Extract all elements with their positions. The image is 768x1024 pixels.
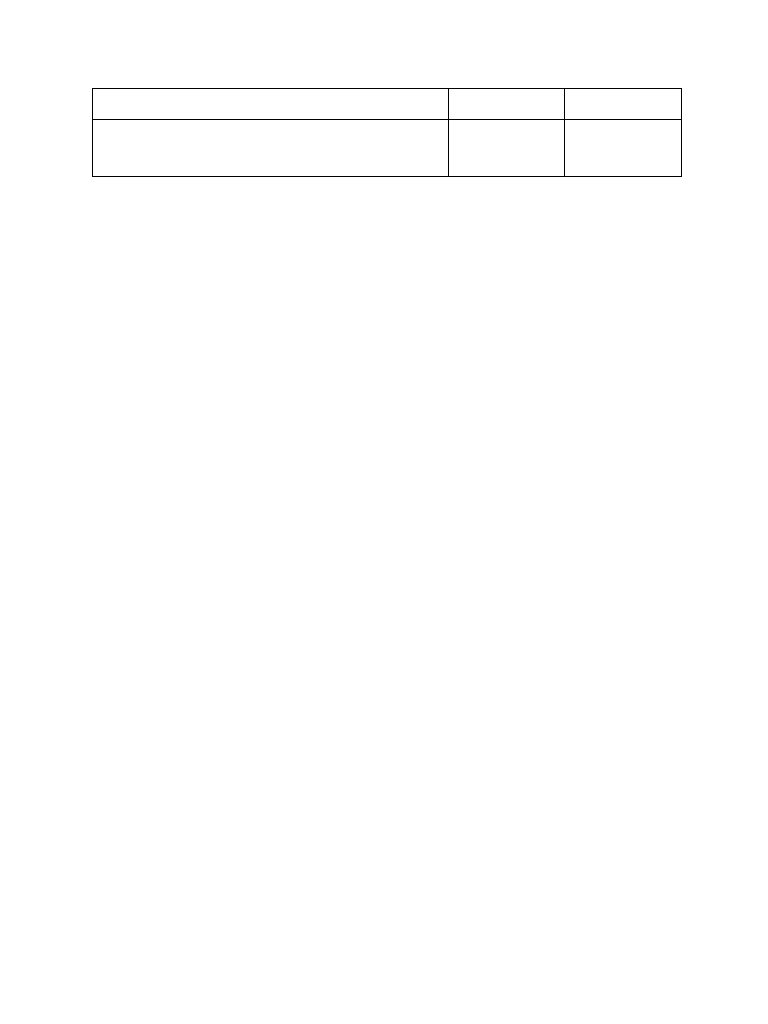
row-debit-amount (448, 172, 565, 177)
trial-balance-table (92, 88, 682, 177)
column-header-debit (448, 89, 565, 120)
column-header-description (93, 89, 449, 120)
row-description (93, 172, 449, 177)
column-header-credit (565, 89, 682, 120)
document-page (92, 88, 682, 225)
table-header-row (93, 89, 682, 120)
table-row (93, 172, 682, 177)
row-credit-amount (565, 172, 682, 177)
